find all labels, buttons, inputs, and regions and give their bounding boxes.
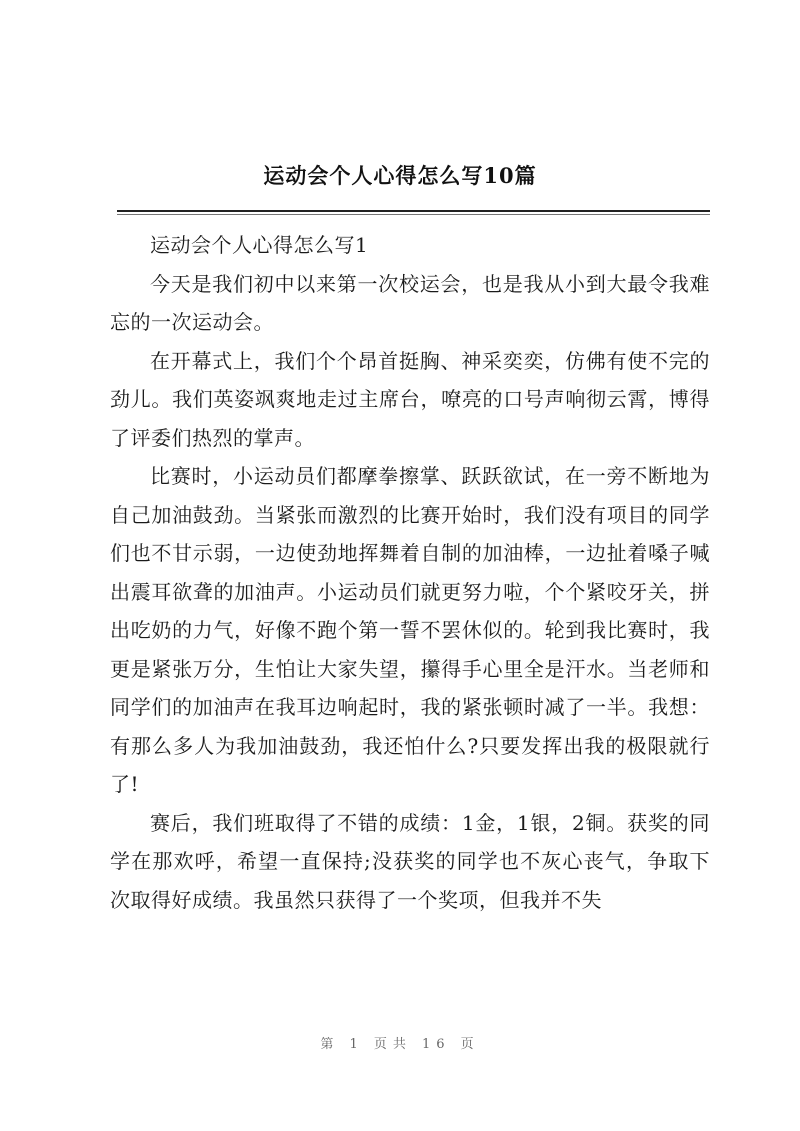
paragraph: 比赛时，小运动员们都摩拳擦掌、跃跃欲试，在一旁不断地为自己加油鼓劲。当紧张而激烈的比赛开始时，我们没有项目的同学们也不甘示弱，一边使劲地挥舞着自制的加油棒，一边扯着嗓子喊出震耳欲聋的加油声。小运动员们就更努力啦，个个紧咬牙关，拼出吃奶的力气，好像不跑个第一誓不罢休似的。轮到我比赛时，我更是紧张万分，生怕让大家失望，攥得手心里全是汗水。当老师和同学们的加油声在我耳边响起时，我的紧张顿时减了一半。我想：有那么多人为我加油鼓劲，我还怕什么?只要发挥出我的极限就行了! xyxy=(110,464,710,796)
paragraph: 今天是我们初中以来第一次校运会，也是我从小到大最令我难忘的一次运动会。 xyxy=(110,271,710,334)
section-heading: 运动会个人心得怎么写1 xyxy=(150,233,369,257)
paragraph: 在开幕式上，我们个个昂首挺胸、神采奕奕，仿佛有使不完的劲儿。我们英姿飒爽地走过主席台，嘹亮的口号声响彻云霄，博得了评委们热烈的掌声。 xyxy=(110,348,710,450)
page-number: 第 1 页共 16 页 xyxy=(320,1037,480,1052)
paragraph: 赛后，我们班取得了不错的成绩：1金，1银，2铜。获奖的同学在那欢呼，希望一直保持;没获奖的同学也不灰心丧气，争取下次取得好成绩。我虽然只获得了一个奖项，但我并不失 xyxy=(110,810,710,912)
page-footer xyxy=(0,1033,800,1052)
document-title: 运动会个人心得怎么写10篇 xyxy=(263,163,537,188)
title-divider-thin xyxy=(117,214,710,215)
title-divider xyxy=(117,210,710,212)
document-body xyxy=(110,226,710,919)
